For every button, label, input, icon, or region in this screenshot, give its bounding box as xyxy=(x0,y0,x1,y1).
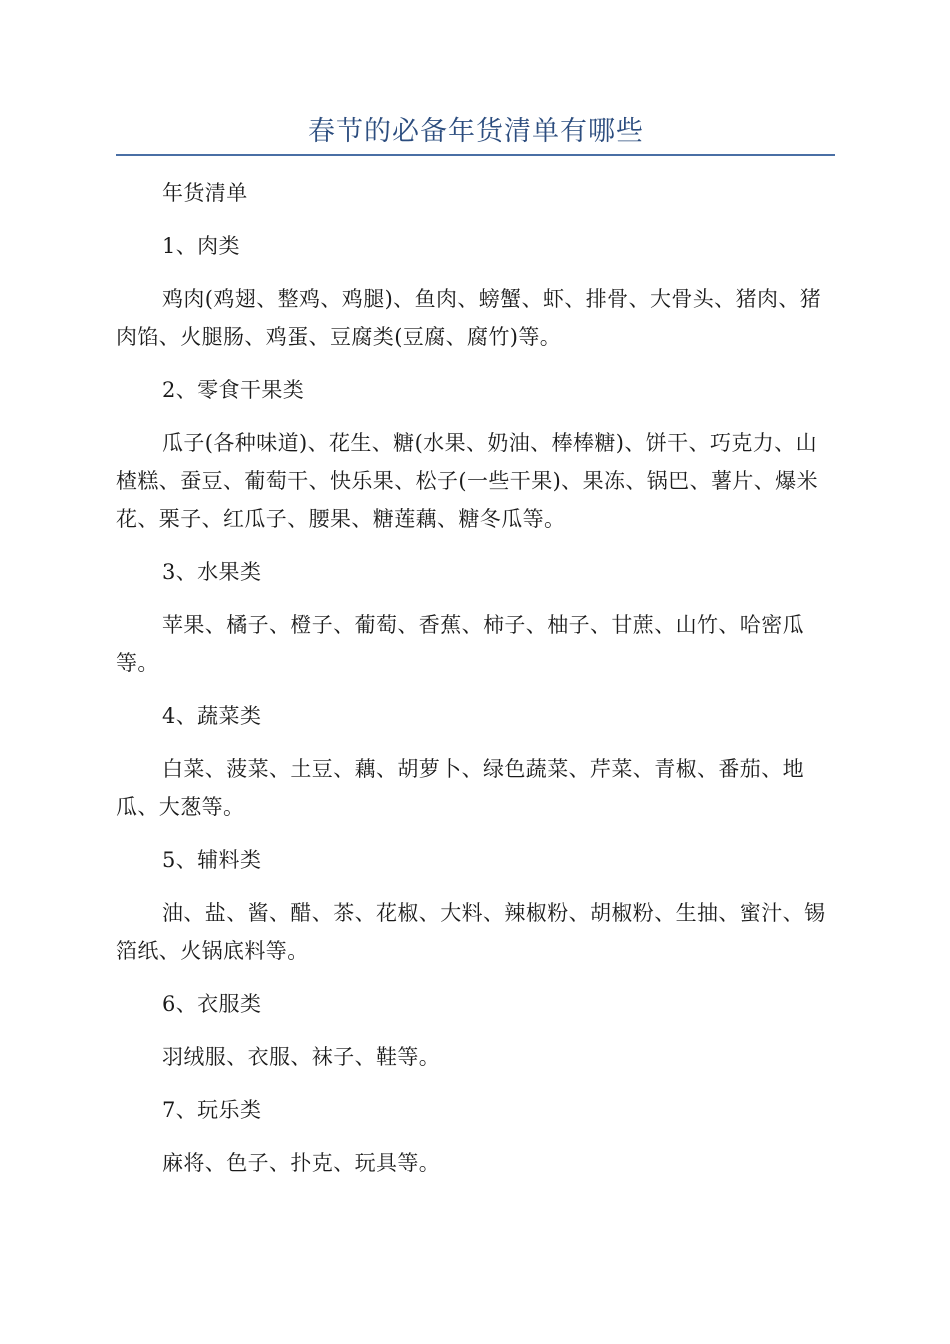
document-body xyxy=(116,174,836,1197)
body-paragraph: 羽绒服、衣服、袜子、鞋等。 xyxy=(162,1045,441,1069)
section-heading: 5、辅料类 xyxy=(162,848,262,872)
body-paragraph: 麻将、色子、扑克、玩具等。 xyxy=(162,1151,441,1175)
body-paragraph: 油、盐、酱、醋、茶、花椒、大料、辣椒粉、胡椒粉、生抽、蜜汁、锡箔纸、火锅底料等。 xyxy=(116,901,826,963)
section-heading: 1、肉类 xyxy=(162,234,240,258)
body-paragraph: 苹果、橘子、橙子、葡萄、香蕉、柿子、柚子、甘蔗、山竹、哈密瓜等。 xyxy=(116,613,804,675)
section-heading: 6、衣服类 xyxy=(162,992,262,1016)
section-heading: 2、零食干果类 xyxy=(162,378,305,402)
section-heading: 年货清单 xyxy=(162,181,248,205)
body-paragraph: 瓜子(各种味道)、花生、糖(水果、奶油、棒棒糖)、饼干、巧克力、山楂糕、蚕豆、葡萄干、快乐果、松子(一些干果)、果冻、锅巴、薯片、爆米花、栗子、红瓜子、腰果、糖莲藕、糖冬瓜等。 xyxy=(116,431,818,531)
section-heading: 3、水果类 xyxy=(162,560,262,584)
document-title: 春节的必备年货清单有哪些 xyxy=(308,116,644,147)
body-paragraph: 鸡肉(鸡翅、整鸡、鸡腿)、鱼肉、螃蟹、虾、排骨、大骨头、猪肉、猪肉馅、火腿肠、鸡蛋、豆腐类(豆腐、腐竹)等。 xyxy=(116,287,822,349)
body-paragraph: 白菜、菠菜、土豆、藕、胡萝卜、绿色蔬菜、芹菜、青椒、番茄、地瓜、大葱等。 xyxy=(116,757,804,819)
section-heading: 7、玩乐类 xyxy=(162,1098,262,1122)
section-heading: 4、蔬菜类 xyxy=(162,704,262,728)
title-underline xyxy=(116,154,835,156)
